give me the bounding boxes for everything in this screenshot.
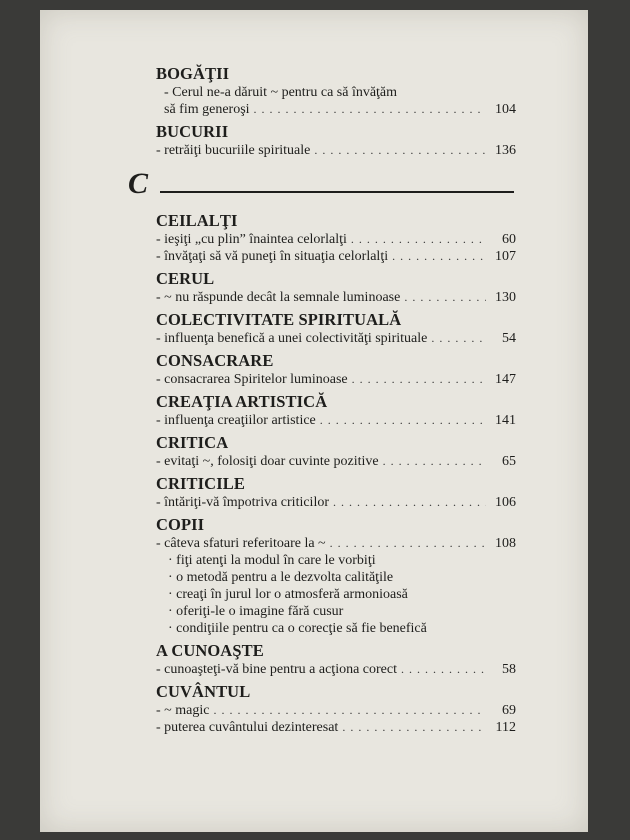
page-number: 106: [495, 495, 516, 510]
page-number: 136: [495, 143, 516, 158]
index-subitem: · o metodă pentru a le dezvolta calităţile: [168, 570, 394, 585]
leader-dots: [320, 412, 486, 429]
index-entry: [156, 231, 516, 248]
leader-dots: [401, 661, 486, 678]
index-heading: CREAŢIA ARTISTICĂ: [156, 392, 328, 411]
index-entry: [156, 248, 516, 265]
page-number: 147: [495, 372, 516, 387]
section-letter: C: [128, 167, 149, 200]
entry-text: - întăriţi-vă împotriva criticilor: [156, 495, 329, 510]
index-entry: [156, 494, 516, 511]
letter-divider: [128, 167, 516, 207]
entry-text: - consacrarea Spiritelor luminoase: [156, 372, 348, 387]
leader-dots: [314, 142, 486, 159]
entry-text: - ~ nu răspunde decât la semnale luminoase: [156, 290, 401, 305]
leader-dots: [431, 330, 486, 347]
index-content: [128, 60, 516, 736]
leader-dots: [342, 719, 486, 736]
leader-dots: [352, 371, 486, 388]
index-entry: [156, 371, 516, 388]
index-entry: [156, 661, 516, 678]
entry-text: - cunoaşteţi-vă bine pentru a acţiona corect: [156, 662, 397, 677]
book-page: [40, 10, 588, 832]
index-heading: COLECTIVITATE SPIRITUALĂ: [156, 310, 402, 329]
index-entry: [156, 453, 516, 470]
page-number: 65: [502, 454, 516, 469]
leader-dots: [213, 702, 486, 719]
index-heading: CUVÂNTUL: [156, 682, 251, 701]
index-heading: CERUL: [156, 269, 215, 288]
leader-dots: [392, 248, 486, 265]
index-heading: CRITICILE: [156, 474, 245, 493]
leader-dots: [254, 101, 486, 118]
index-heading: CONSACRARE: [156, 351, 274, 370]
index-subitem: · fiţi atenţi la modul în care le vorbiţi: [168, 553, 376, 568]
page-number: 60: [502, 232, 516, 247]
index-heading: COPII: [156, 515, 205, 534]
leader-dots: [330, 535, 486, 552]
page-number: 108: [495, 536, 516, 551]
page-number: 141: [495, 413, 516, 428]
index-entry-line: - Cerul ne-a dăruit ~ pentru ca să învăţăm: [164, 85, 398, 100]
entry-text: - ieşiţi „cu plin” înaintea celorlalţi: [156, 232, 347, 247]
index-heading: CRITICA: [156, 433, 229, 452]
entry-text: să fim generoşi: [164, 102, 250, 117]
entry-text: - evitaţi ~, folosiţi doar cuvinte pozitive: [156, 454, 379, 469]
index-heading: A CUNOAŞTE: [156, 641, 264, 660]
index-entry: [156, 412, 516, 429]
index-entry: [156, 719, 516, 736]
entry-text: - retrăiţi bucuriile spirituale: [156, 143, 311, 158]
index-entry: [156, 330, 516, 347]
divider-rule: [160, 191, 514, 193]
index-subitem: · condiţiile pentru ca o corecţie să fie benefică: [168, 621, 427, 636]
index-entry: [156, 289, 516, 306]
entry-text: - puterea cuvântului dezinteresat: [156, 720, 339, 735]
entry-text: - influenţa creaţiilor artistice: [156, 413, 316, 428]
page-number: 54: [502, 331, 516, 346]
index-heading: CEILALŢI: [156, 211, 238, 230]
page-number: 104: [495, 102, 516, 117]
leader-dots: [404, 289, 486, 306]
page-number: 112: [495, 720, 516, 735]
entry-text: - învăţaţi să vă puneţi în situaţia celorlalţi: [156, 249, 389, 264]
index-entry: [156, 101, 516, 118]
index-entry: [156, 702, 516, 719]
leader-dots: [383, 453, 486, 470]
entry-text: - câteva sfaturi referitoare la ~: [156, 536, 326, 551]
page-number: 130: [495, 290, 516, 305]
index-heading: BOGĂŢII: [156, 64, 230, 83]
index-entry: [156, 142, 516, 159]
leader-dots: [333, 494, 486, 511]
entry-text: - influenţa benefică a unei colectivităţi spirituale: [156, 331, 428, 346]
index-subitem: · oferiţi-le o imagine fără cusur: [168, 604, 344, 619]
index-entry: [156, 535, 516, 552]
entry-text: - ~ magic: [156, 703, 210, 718]
page-number: 58: [502, 662, 516, 677]
leader-dots: [351, 231, 486, 248]
index-subitem: · creaţi în jurul lor o atmosferă armonioasă: [168, 587, 408, 602]
page-number: 69: [502, 703, 516, 718]
index-heading: BUCURII: [156, 122, 229, 141]
page-number: 107: [495, 249, 516, 264]
